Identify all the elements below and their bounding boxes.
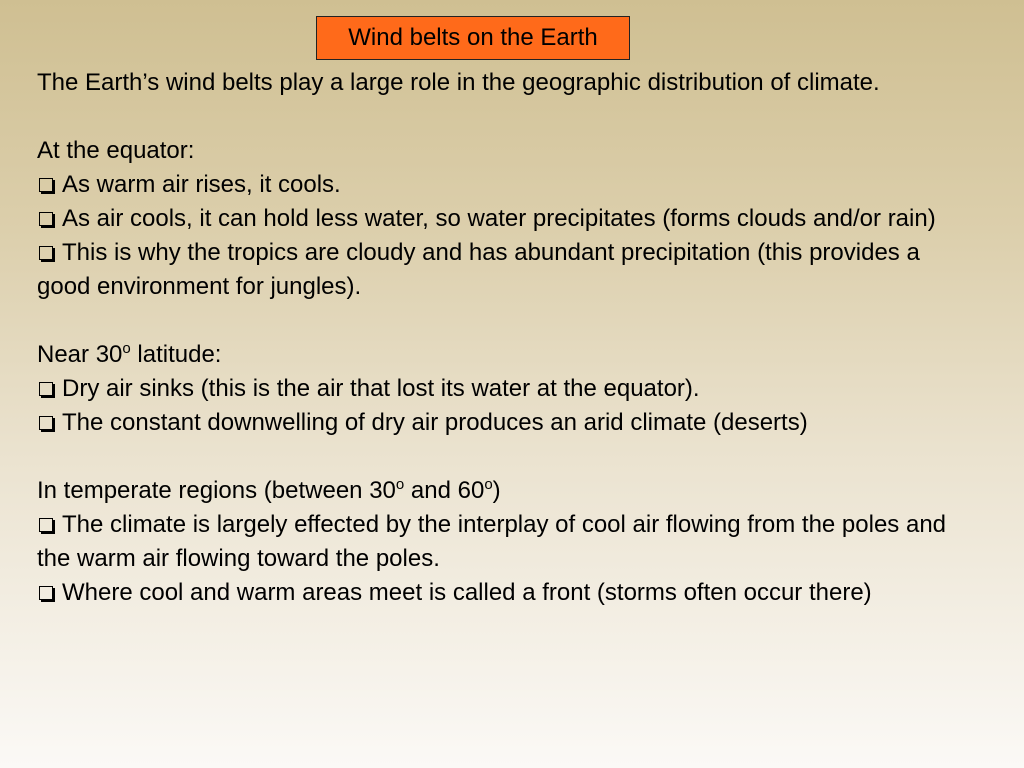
checkbox-bullet-icon: [39, 518, 53, 532]
checkbox-bullet-icon: [39, 416, 53, 430]
slide-title-text: Wind belts on the Earth: [348, 24, 598, 51]
checkbox-bullet-icon: [39, 246, 53, 260]
intro-paragraph: The Earth’s wind belts play a large role in the geographic distribution of climate.: [37, 69, 880, 96]
bullet-item: [37, 168, 967, 202]
bullet-item: [37, 406, 967, 440]
bullet-item: [37, 508, 967, 576]
bullet-item: [37, 202, 967, 236]
bullet-text: This is why the tropics are cloudy and has abundant precipitation (this provides a good environment for jungles).: [37, 239, 920, 300]
checkbox-bullet-icon: [39, 178, 53, 192]
bullet-text: The constant downwelling of dry air produces an arid climate (deserts): [62, 409, 808, 436]
checkbox-bullet-icon: [39, 586, 53, 600]
bullet-item: [37, 372, 967, 406]
heading-text: Near 30: [37, 341, 123, 368]
bullet-text: As air cools, it can hold less water, so water precipitates (forms clouds and/or rain): [62, 205, 936, 232]
spacer: [37, 440, 967, 474]
bullet-text: The climate is largely effected by the interplay of cool air flowing from the poles and the warm air flowing toward the poles.: [37, 511, 947, 572]
bullet-text: As warm air rises, it cools.: [62, 171, 341, 198]
slide-body: [37, 66, 967, 610]
spacer: [37, 304, 967, 338]
section-heading-temperate: [37, 474, 967, 508]
section-heading-30-latitude: [37, 338, 967, 372]
bullet-text: Dry air sinks (this is the air that lost its water at the equator).: [62, 375, 700, 402]
heading-text: and 60: [404, 477, 485, 504]
bullet-item: [37, 236, 967, 304]
degree-superscript: o: [395, 476, 405, 493]
heading-text: ): [492, 477, 501, 504]
checkbox-bullet-icon: [39, 212, 53, 226]
spacer: [37, 100, 967, 134]
degree-superscript: o: [484, 476, 493, 493]
bullet-item: [37, 576, 967, 610]
heading-text: In temperate regions (between 30: [37, 477, 396, 504]
slide-title: [316, 16, 630, 60]
section-heading-equator: At the equator:: [37, 137, 195, 164]
checkbox-bullet-icon: [39, 382, 53, 396]
bullet-text: Where cool and warm areas meet is called a front (storms often occur there): [62, 579, 872, 606]
heading-text: latitude:: [130, 341, 222, 368]
degree-superscript: o: [122, 340, 131, 357]
